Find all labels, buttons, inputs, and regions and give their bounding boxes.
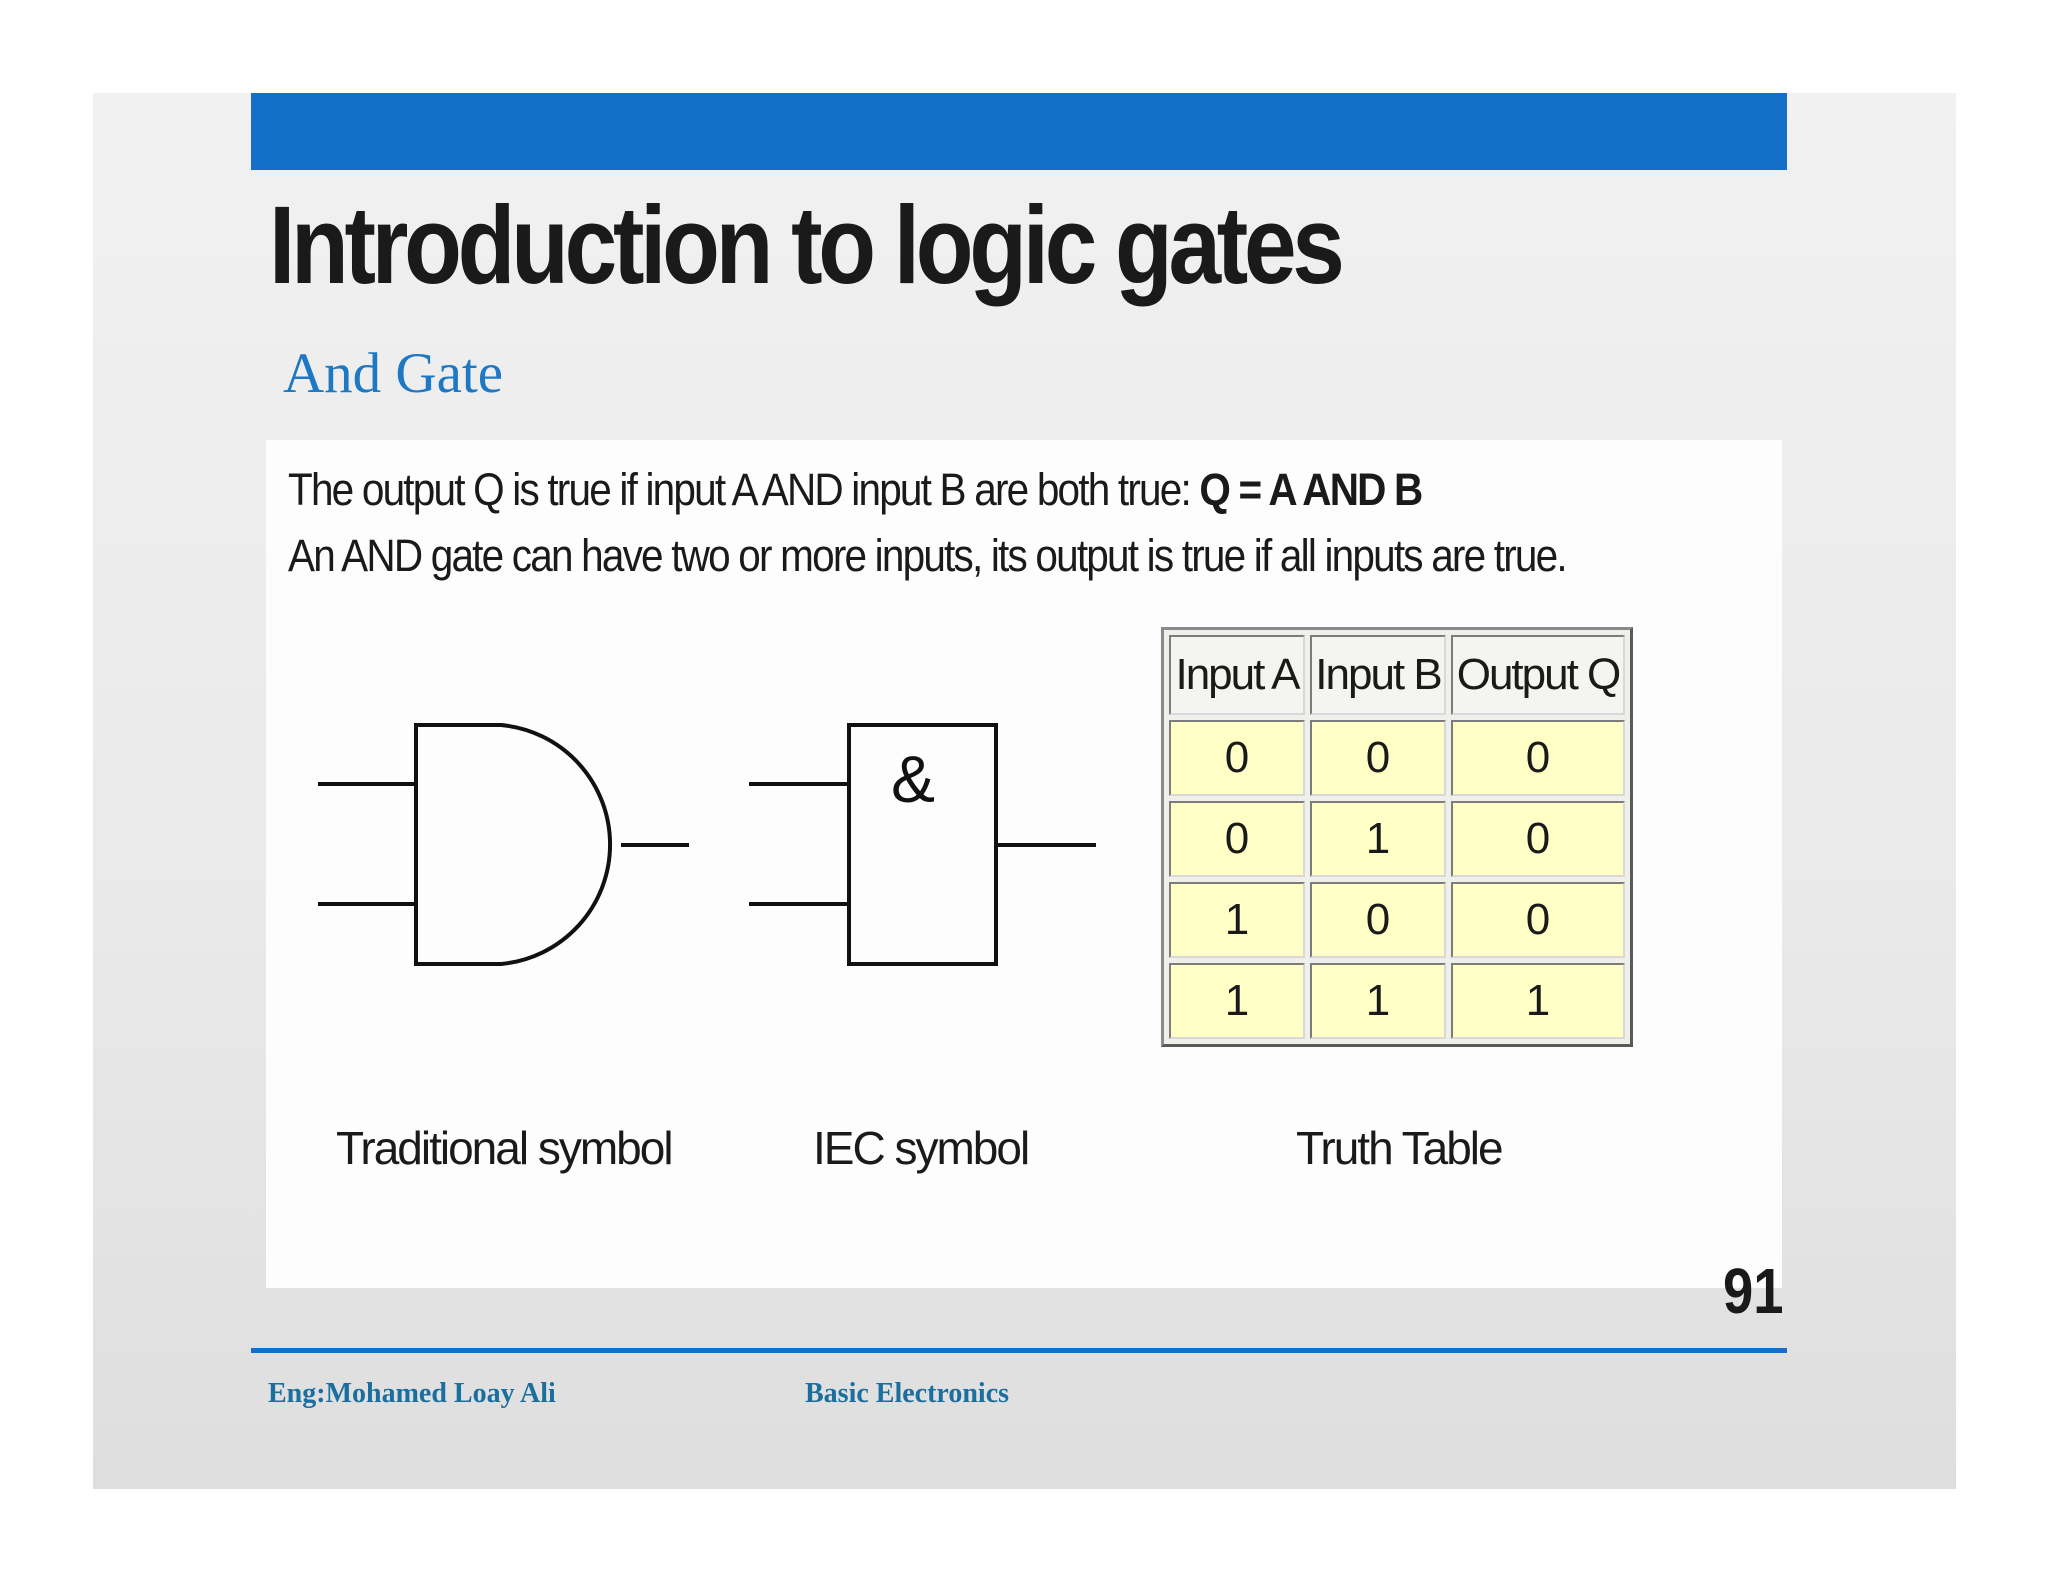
table-cell: 0 bbox=[1310, 720, 1446, 796]
iec-ampersand-label: & bbox=[890, 742, 936, 816]
table-cell: 1 bbox=[1169, 963, 1305, 1039]
header-accent-bar bbox=[251, 93, 1787, 170]
description-line-1-text: The output Q is true if input A AND input B are both true: bbox=[288, 464, 1200, 515]
footer-course-title: Basic Electronics bbox=[805, 1378, 1010, 1409]
traditional-and-gate-symbol bbox=[318, 725, 689, 964]
slide-subtitle: And Gate bbox=[283, 342, 504, 405]
slide-title: Introduction to logic gates bbox=[269, 184, 1341, 307]
table-row bbox=[1169, 720, 1625, 796]
table-row bbox=[1169, 801, 1625, 877]
truth-table-header-input-b: Input B bbox=[1310, 635, 1446, 715]
table-cell: 1 bbox=[1310, 963, 1446, 1039]
truth-table-header-row bbox=[1169, 635, 1625, 715]
table-cell: 0 bbox=[1310, 882, 1446, 958]
page-number: 91 bbox=[1723, 1255, 1784, 1327]
truth-table-header-input-a: Input A bbox=[1169, 635, 1305, 715]
table-cell: 1 bbox=[1310, 801, 1446, 877]
table-cell: 0 bbox=[1169, 801, 1305, 877]
table-row bbox=[1169, 963, 1625, 1039]
caption-iec-symbol: IEC symbol bbox=[813, 1122, 1029, 1174]
truth-table-header-output-q: Output Q bbox=[1451, 635, 1625, 715]
caption-truth-table: Truth Table bbox=[1296, 1122, 1502, 1174]
caption-traditional-symbol: Traditional symbol bbox=[336, 1122, 672, 1174]
table-cell: 0 bbox=[1169, 720, 1305, 796]
slide bbox=[93, 93, 1956, 1489]
footer-author: Eng:Mohamed Loay Ali bbox=[268, 1378, 556, 1409]
description-formula: Q = A AND B bbox=[1199, 464, 1422, 515]
table-cell: 0 bbox=[1451, 720, 1625, 796]
table-cell: 0 bbox=[1451, 801, 1625, 877]
table-row bbox=[1169, 882, 1625, 958]
content-image-panel bbox=[266, 440, 1782, 1288]
table-cell: 1 bbox=[1451, 963, 1625, 1039]
description-line-2: An AND gate can have two or more inputs, its output is true if all inputs are true. bbox=[288, 530, 1566, 581]
footer-divider bbox=[251, 1348, 1787, 1353]
table-cell: 0 bbox=[1451, 882, 1625, 958]
truth-table bbox=[1161, 627, 1633, 1047]
table-cell: 1 bbox=[1169, 882, 1305, 958]
traditional-gate-body bbox=[416, 725, 610, 964]
